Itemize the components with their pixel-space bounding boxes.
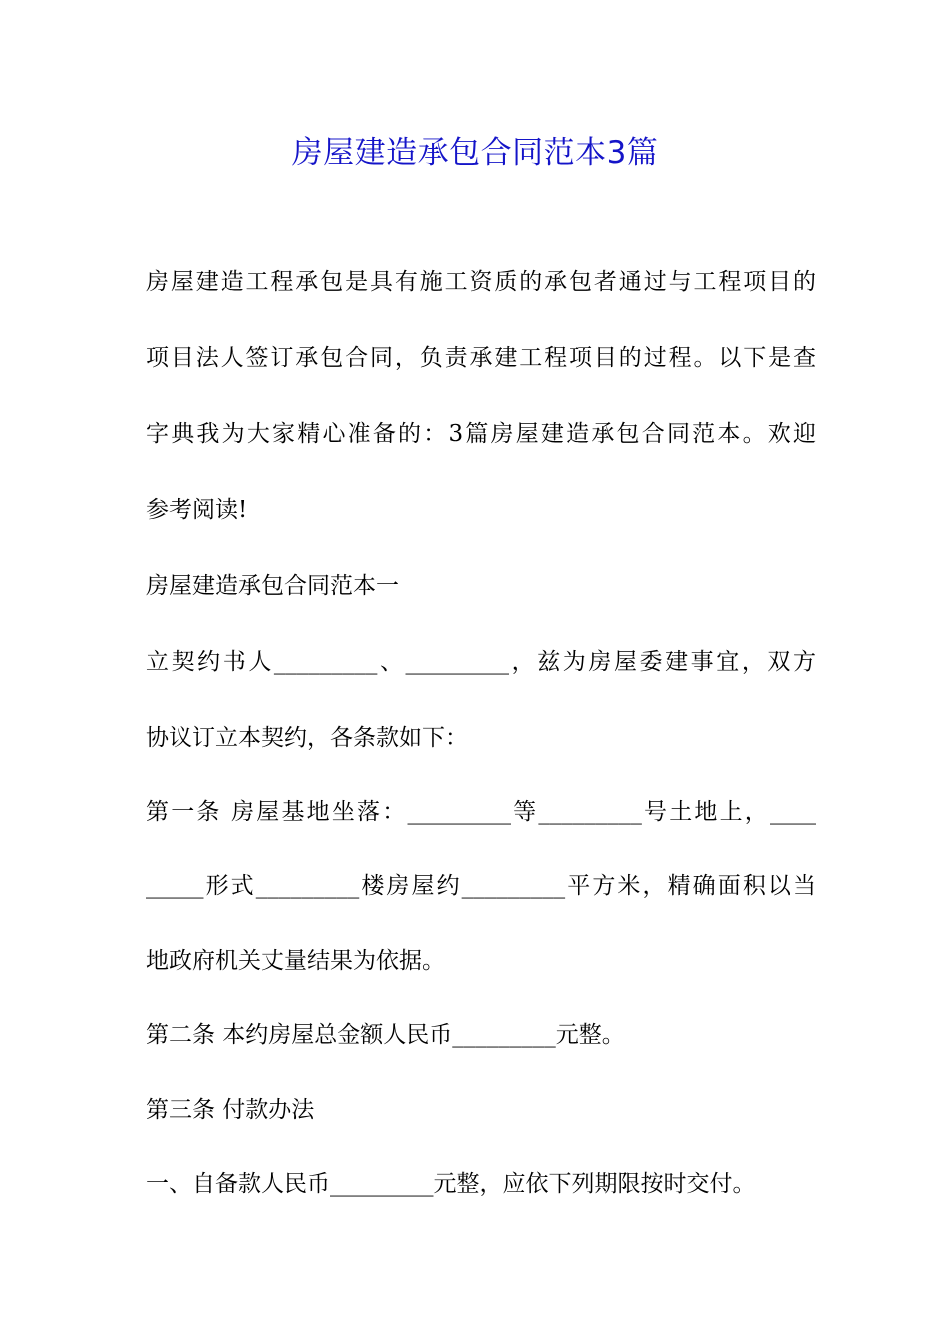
clause-line: 一、自备款人民币_________元整，应依下列期限按时交付。	[146, 1171, 756, 1197]
paragraph-line: 项目法人签订承包合同，负责承建工程项目的过程。以下是查	[146, 345, 816, 371]
document-title: 房屋建造承包合同范本3篇	[291, 135, 659, 171]
paragraph-line: 房屋建造工程承包是具有施工资质的承包者通过与工程项目的	[146, 269, 816, 295]
paragraph-line: 协议订立本契约，各条款如下：	[146, 725, 468, 751]
paragraph-line: 字典我为大家精心准备的：3篇房屋建造承包合同范本。欢迎	[146, 421, 816, 447]
clause-heading: 第三条 付款办法	[146, 1097, 315, 1123]
section-heading: 房屋建造承包合同范本一	[146, 573, 399, 599]
paragraph-line: 参考阅读!	[146, 497, 248, 523]
clause-line: _____形式_________楼房屋约_________平方米，精确面积以当	[146, 873, 816, 899]
clause-line: 第一条 房屋基地坐落：_________等_________号土地上，____	[146, 799, 816, 825]
paragraph-line: 立契约书人_________、_________，兹为房屋委建事宜，双方	[146, 649, 816, 675]
clause-line: 第二条 本约房屋总金额人民币_________元整。	[146, 1022, 625, 1048]
clause-line: 地政府机关丈量结果为依据。	[146, 948, 445, 974]
